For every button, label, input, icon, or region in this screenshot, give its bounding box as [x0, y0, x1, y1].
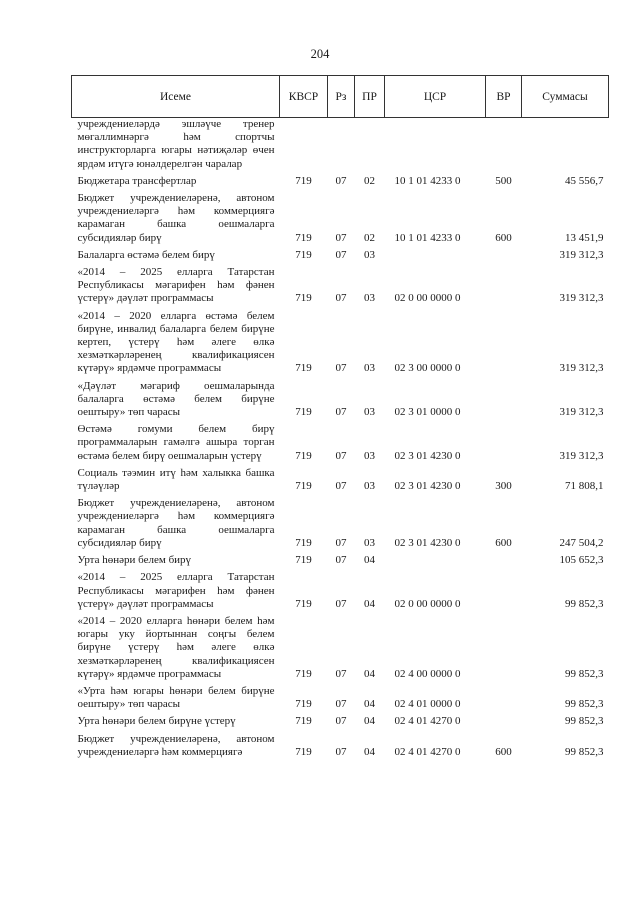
cell-kvsr: 719 — [295, 667, 312, 680]
cell-name: Бюджет учреждениеләренә, автоном учреждениеләргә һәм коммерциягә — [77, 732, 275, 758]
cell-csr: 02 3 01 4230 0 — [394, 480, 461, 493]
cell-name: «2014 – 2025 елларга Татарстан Республикасы мәгарифен һәм фәнен үстерү» дәүләт программасы — [77, 571, 275, 610]
cell-kvsr: 719 — [295, 174, 312, 187]
cell-pr: 02 — [364, 174, 375, 187]
cell-rz: 07 — [335, 248, 347, 261]
cell-csr — [385, 245, 486, 262]
table-row — [72, 188, 609, 245]
cell-name: «Урта һәм югары һөнәри белем бирүне оештыру» төп чарасы — [77, 684, 275, 711]
cell-vr — [486, 376, 522, 420]
cell-rz: 07 — [335, 536, 347, 549]
cell-rz: 07 — [335, 554, 347, 567]
cell-pr: 04 — [364, 698, 375, 711]
cell-sum: 99 852,3 — [565, 597, 604, 610]
cell-kvsr: 719 — [295, 406, 312, 419]
cell-sum: 99 852,3 — [565, 715, 604, 728]
cell-sum: 105 652,3 — [559, 554, 604, 567]
cell-rz: 07 — [335, 362, 347, 375]
cell-pr: 02 — [364, 231, 375, 244]
table-header — [72, 76, 609, 118]
cell-sum: 45 556,7 — [565, 174, 604, 187]
cell-vr — [486, 118, 522, 171]
cell-kvsr: 719 — [295, 449, 312, 462]
cell-sum: 319 312,3 — [559, 362, 604, 375]
cell-sum: 319 312,3 — [559, 406, 604, 419]
table-row — [72, 262, 609, 306]
cell-kvsr: 719 — [295, 480, 312, 493]
cell-rz: 07 — [335, 231, 347, 244]
cell-name: Урта һөнәри белем бирү — [77, 554, 192, 567]
cell-csr: 02 0 00 0000 0 — [394, 597, 461, 610]
cell-pr: 03 — [364, 362, 375, 375]
table-row — [72, 611, 609, 681]
cell-vr — [486, 262, 522, 306]
cell-vr: 500 — [495, 174, 512, 187]
cell-kvsr: 719 — [295, 362, 312, 375]
table-row — [72, 711, 609, 728]
cell-sum: 99 852,3 — [565, 667, 604, 680]
cell-kvsr: 719 — [295, 248, 312, 261]
cell-kvsr: 719 — [295, 715, 312, 728]
cell-kvsr: 719 — [295, 597, 312, 610]
cell-csr: 02 4 01 4270 0 — [394, 745, 461, 758]
table-row — [72, 681, 609, 711]
column-header-sum: Суммасы — [522, 76, 609, 118]
table-row — [72, 550, 609, 567]
cell-pr: 04 — [364, 667, 375, 680]
cell-kvsr: 719 — [295, 292, 312, 305]
cell-pr: 03 — [364, 536, 375, 549]
page-number: 204 — [310, 47, 330, 61]
cell-vr — [486, 419, 522, 463]
cell-name: Урта һөнәри белем бирүне үстерү — [77, 715, 236, 728]
column-header-csr: ЦСР — [385, 76, 486, 118]
cell-pr: 03 — [364, 480, 375, 493]
cell-kvsr: 719 — [295, 536, 312, 549]
cell-vr: 600 — [495, 536, 512, 549]
cell-kvsr: 719 — [295, 745, 312, 758]
cell-vr — [486, 611, 522, 681]
cell-pr: 03 — [364, 406, 375, 419]
cell-name: Балаларга өстәмә белем бирү — [77, 248, 215, 261]
cell-sum: 319 312,3 — [559, 248, 604, 261]
cell-csr: 10 1 01 4233 0 — [394, 174, 461, 187]
table-row — [72, 171, 609, 188]
cell-sum — [522, 118, 609, 171]
cell-rz: 07 — [335, 745, 347, 758]
cell-rz — [328, 118, 355, 171]
cell-name: Социаль тәэмин итү һәм халыкка башка түләүләр — [77, 466, 275, 493]
cell-sum: 13 451,9 — [565, 231, 604, 244]
table-row — [72, 729, 609, 759]
cell-sum: 319 312,3 — [559, 449, 604, 462]
cell-name: «Дәүләт мәгариф оешмаларында балаларга өстәмә белем бирүне оештыру» төп чарасы — [77, 379, 275, 419]
column-header-kvsr: КВСР — [280, 76, 328, 118]
cell-rz: 07 — [335, 480, 347, 493]
cell-pr — [355, 118, 385, 171]
table-row — [72, 419, 609, 463]
cell-csr: 02 3 01 4230 0 — [394, 449, 461, 462]
cell-kvsr: 719 — [295, 554, 312, 567]
column-header-pr: ПР — [355, 76, 385, 118]
cell-pr: 04 — [364, 715, 375, 728]
cell-rz: 07 — [335, 449, 347, 462]
cell-vr — [486, 245, 522, 262]
cell-name: Бюджетара трансфертлар — [77, 174, 197, 187]
table-row — [72, 118, 609, 171]
cell-csr: 02 4 00 0000 0 — [394, 667, 461, 680]
table-row — [72, 376, 609, 420]
cell-csr: 10 1 01 4233 0 — [394, 231, 461, 244]
cell-name: «2014 – 2020 елларга һөнәри белем һәм югары уку йортыннан соңгы белем бирүне үстерү һәм әлеге өлкә хезмәткәрләренең квалификациясен күтәрү» ярдәмче программасы — [77, 614, 275, 680]
cell-rz: 07 — [335, 698, 347, 711]
cell-kvsr: 719 — [295, 231, 312, 244]
cell-csr — [385, 118, 486, 171]
cell-rz: 07 — [335, 406, 347, 419]
cell-rz: 07 — [335, 715, 347, 728]
cell-pr: 04 — [364, 745, 375, 758]
cell-name: Бюджет учреждениеләренә, автоном учреждениеләргә һәм коммерциягә карамаган башка оешмаларга субсидияләр бирү — [77, 192, 275, 244]
cell-rz: 07 — [335, 597, 347, 610]
table-row — [72, 463, 609, 493]
cell-pr: 04 — [364, 597, 375, 610]
cell-rz: 07 — [335, 292, 347, 305]
cell-csr — [385, 550, 486, 567]
cell-csr: 02 3 00 0000 0 — [394, 362, 461, 375]
cell-pr: 03 — [364, 248, 375, 261]
budget-table — [71, 75, 609, 759]
cell-sum: 99 852,3 — [565, 745, 604, 758]
cell-pr: 03 — [364, 292, 375, 305]
cell-rz: 07 — [335, 174, 347, 187]
cell-kvsr — [280, 118, 328, 171]
cell-sum: 71 808,1 — [565, 480, 604, 493]
cell-vr: 600 — [495, 745, 512, 758]
column-header-rz: Рз — [328, 76, 355, 118]
cell-name: «2014 – 2025 елларга Татарстан Республикасы мәгарифен һәм фәнен үстерү» дәүләт программасы — [77, 266, 275, 305]
cell-vr — [486, 711, 522, 728]
cell-sum: 319 312,3 — [559, 292, 604, 305]
cell-pr: 03 — [364, 449, 375, 462]
column-header-name: Исеме — [72, 76, 280, 118]
cell-vr: 600 — [495, 231, 512, 244]
cell-name: Өстәмә гомуми белем бирү программаларын гамәлгә ашыра торган өстәмә белем бирү оешмаларын үстерү — [77, 423, 275, 462]
table-row — [72, 567, 609, 611]
cell-rz: 07 — [335, 667, 347, 680]
table-body — [72, 118, 609, 759]
cell-sum: 247 504,2 — [559, 536, 604, 549]
column-header-vr: ВР — [486, 76, 522, 118]
cell-name: Бюджет учреждениеләренә, автоном учреждениеләргә һәм коммерциягә карамаган башка оешмаларга субсидияләр бирү — [77, 497, 275, 549]
cell-vr — [486, 306, 522, 376]
cell-csr: 02 3 01 0000 0 — [394, 406, 461, 419]
cell-vr — [486, 550, 522, 567]
cell-csr: 02 4 01 4270 0 — [394, 715, 461, 728]
cell-name: учреждениеләрдә эшләүче тренер мөгаллимнәргә һәм спортчы инструкторларга югары нәтиҗәләр өчен ярдәм итүгә юнәлдерелгән чаралар — [77, 118, 275, 170]
table-row — [72, 493, 609, 550]
cell-csr: 02 4 01 0000 0 — [394, 698, 461, 711]
cell-vr — [486, 567, 522, 611]
cell-vr — [486, 681, 522, 711]
cell-sum: 99 852,3 — [565, 698, 604, 711]
cell-csr: 02 0 00 0000 0 — [394, 292, 461, 305]
cell-vr: 300 — [495, 480, 512, 493]
cell-csr: 02 3 01 4230 0 — [394, 536, 461, 549]
cell-pr: 04 — [364, 554, 375, 567]
table-row — [72, 245, 609, 262]
cell-kvsr: 719 — [295, 698, 312, 711]
table-row — [72, 306, 609, 376]
cell-name: «2014 – 2020 елларга өстәмә белем бирүне, инвалид балаларга белем бирүне кертеп, үстерү һәм әлеге өлкә хезмәткәрләренең квалификациясен күтәрү» ярдәмче программасы — [77, 309, 275, 375]
